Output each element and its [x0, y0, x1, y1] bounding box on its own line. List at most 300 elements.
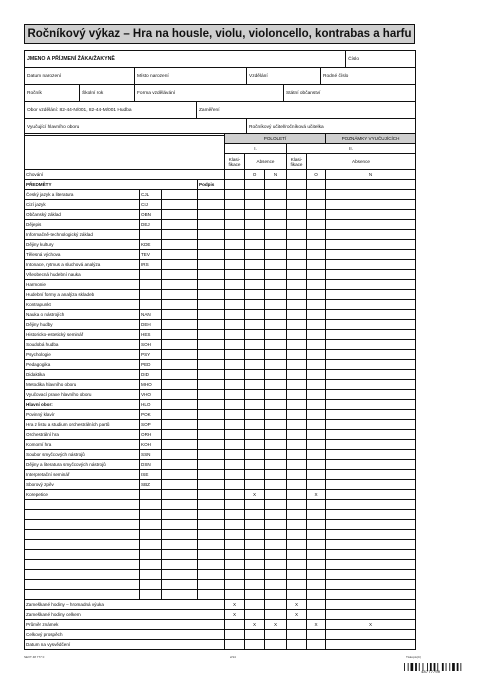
grade-cell[interactable] — [245, 230, 265, 240]
grade-cell[interactable] — [225, 510, 245, 520]
grade-cell[interactable] — [307, 560, 326, 570]
signature-cell[interactable] — [162, 270, 198, 280]
grade-cell[interactable] — [245, 210, 265, 220]
grade-cell[interactable] — [245, 470, 265, 480]
grade-cell[interactable] — [245, 480, 265, 490]
grade-cell[interactable] — [326, 390, 416, 400]
grade-cell[interactable] — [326, 450, 416, 460]
grade-cell[interactable] — [225, 390, 245, 400]
grade-cell[interactable] — [307, 340, 326, 350]
grade-cell[interactable] — [265, 420, 287, 430]
grade-cell[interactable] — [225, 300, 245, 310]
grade-cell[interactable] — [245, 380, 265, 390]
grade-cell[interactable] — [287, 230, 307, 240]
grade-cell[interactable] — [326, 490, 416, 500]
grade-cell[interactable] — [287, 580, 307, 590]
grade-cell[interactable] — [225, 340, 245, 350]
grade-cell[interactable] — [245, 240, 265, 250]
grade-cell[interactable] — [287, 280, 307, 290]
signature-cell[interactable] — [162, 190, 198, 200]
grade-cell[interactable] — [287, 300, 307, 310]
empty-subject-cell[interactable] — [25, 590, 140, 600]
grade-cell[interactable] — [225, 370, 245, 380]
empty-code-cell[interactable] — [140, 540, 162, 550]
signature-cell[interactable] — [162, 340, 198, 350]
grade-cell[interactable] — [265, 190, 287, 200]
grade-cell[interactable] — [198, 350, 225, 360]
grade-cell[interactable] — [287, 410, 307, 420]
student-number-field[interactable]: Číslo — [346, 51, 416, 68]
grade-cell[interactable] — [287, 450, 307, 460]
grade-cell[interactable] — [265, 260, 287, 270]
grade-cell[interactable] — [265, 640, 287, 650]
grade-cell[interactable] — [245, 550, 265, 560]
empty-subject-cell[interactable] — [25, 550, 140, 560]
signature-cell[interactable] — [162, 540, 198, 550]
signature-cell[interactable] — [162, 290, 198, 300]
grade-cell[interactable] — [225, 480, 245, 490]
empty-subject-cell[interactable] — [25, 570, 140, 580]
grade-cell[interactable] — [198, 370, 225, 380]
signature-cell[interactable] — [162, 310, 198, 320]
grade-cell[interactable] — [198, 210, 225, 220]
grade-field[interactable]: Ročník — [25, 85, 80, 102]
birth-date-field[interactable]: Datum narození — [25, 68, 135, 85]
grade-cell[interactable] — [225, 360, 245, 370]
grade-cell[interactable] — [198, 290, 225, 300]
citizenship-field[interactable]: Státní občanství — [284, 85, 416, 102]
signature-cell[interactable] — [162, 400, 198, 410]
grade-cell[interactable] — [326, 500, 416, 510]
grade-cell[interactable] — [245, 530, 265, 540]
grade-cell[interactable] — [225, 640, 245, 650]
grade-cell[interactable] — [287, 590, 307, 600]
grade-cell[interactable] — [307, 360, 326, 370]
grade-cell[interactable] — [326, 250, 416, 260]
grade-cell[interactable] — [225, 560, 245, 570]
grade-cell[interactable] — [265, 310, 287, 320]
grade-cell[interactable] — [198, 360, 225, 370]
education-field[interactable]: Vzdělání — [247, 68, 321, 85]
grade-cell[interactable] — [198, 300, 225, 310]
grade-cell[interactable] — [245, 400, 265, 410]
grade-cell[interactable] — [287, 170, 307, 180]
grade-cell[interactable] — [326, 210, 416, 220]
grade-cell[interactable] — [245, 390, 265, 400]
grade-cell[interactable] — [307, 280, 326, 290]
grade-cell[interactable] — [307, 250, 326, 260]
grade-cell[interactable] — [198, 240, 225, 250]
grade-cell[interactable] — [307, 600, 326, 610]
grade-cell[interactable] — [265, 380, 287, 390]
grade-cell[interactable] — [287, 220, 307, 230]
signature-cell[interactable] — [162, 320, 198, 330]
grade-cell[interactable] — [245, 260, 265, 270]
grade-cell[interactable] — [307, 540, 326, 550]
grade-cell[interactable] — [326, 530, 416, 540]
grade-cell[interactable] — [287, 380, 307, 390]
grade-cell[interactable] — [198, 400, 225, 410]
grade-cell[interactable] — [307, 520, 326, 530]
empty-code-cell[interactable] — [140, 520, 162, 530]
grade-cell[interactable] — [326, 290, 416, 300]
grade-cell[interactable] — [245, 190, 265, 200]
grade-cell[interactable] — [287, 250, 307, 260]
grade-cell[interactable] — [287, 320, 307, 330]
grade-cell[interactable] — [265, 580, 287, 590]
grade-cell[interactable] — [225, 500, 245, 510]
grade-cell[interactable] — [245, 440, 265, 450]
grade-cell[interactable] — [326, 370, 416, 380]
signature-cell[interactable] — [162, 470, 198, 480]
grade-cell[interactable] — [287, 330, 307, 340]
grade-cell[interactable] — [245, 350, 265, 360]
grade-cell[interactable] — [198, 590, 225, 600]
grade-cell[interactable] — [287, 420, 307, 430]
signature-cell[interactable] — [162, 370, 198, 380]
grade-cell[interactable] — [326, 590, 416, 600]
grade-cell[interactable] — [326, 420, 416, 430]
grade-cell[interactable] — [265, 450, 287, 460]
grade-cell[interactable] — [265, 570, 287, 580]
grade-cell[interactable] — [245, 270, 265, 280]
grade-cell[interactable] — [326, 410, 416, 420]
grade-cell[interactable] — [265, 540, 287, 550]
grade-cell[interactable] — [265, 560, 287, 570]
grade-cell[interactable] — [245, 610, 265, 620]
grade-cell[interactable] — [245, 570, 265, 580]
grade-cell[interactable] — [307, 440, 326, 450]
grade-cell[interactable] — [198, 200, 225, 210]
empty-code-cell[interactable] — [140, 590, 162, 600]
grade-cell[interactable] — [225, 310, 245, 320]
grade-cell[interactable] — [287, 350, 307, 360]
grade-cell[interactable] — [287, 620, 307, 630]
grade-cell[interactable] — [265, 360, 287, 370]
grade-cell[interactable] — [326, 600, 416, 610]
grade-cell[interactable] — [307, 190, 326, 200]
grade-cell[interactable] — [307, 320, 326, 330]
grade-cell[interactable] — [245, 460, 265, 470]
grade-cell[interactable] — [245, 540, 265, 550]
grade-cell[interactable] — [245, 600, 265, 610]
grade-cell[interactable] — [198, 440, 225, 450]
grade-cell[interactable] — [326, 350, 416, 360]
grade-cell[interactable] — [245, 590, 265, 600]
grade-cell[interactable] — [265, 220, 287, 230]
birth-place-field[interactable]: Místo narození — [135, 68, 247, 85]
grade-cell[interactable] — [245, 520, 265, 530]
grade-cell[interactable] — [326, 540, 416, 550]
grade-cell[interactable] — [326, 550, 416, 560]
grade-cell[interactable] — [307, 200, 326, 210]
grade-cell[interactable] — [225, 200, 245, 210]
empty-subject-cell[interactable] — [25, 560, 140, 570]
grade-cell[interactable] — [287, 570, 307, 580]
grade-cell[interactable] — [265, 340, 287, 350]
signature-cell[interactable] — [162, 300, 198, 310]
signature-cell[interactable] — [162, 490, 198, 500]
grade-cell[interactable] — [326, 380, 416, 390]
grade-cell[interactable] — [307, 530, 326, 540]
grade-cell[interactable] — [326, 360, 416, 370]
empty-code-cell[interactable] — [140, 550, 162, 560]
grade-cell[interactable] — [225, 620, 245, 630]
grade-cell[interactable] — [265, 520, 287, 530]
signature-cell[interactable] — [162, 200, 198, 210]
empty-code-cell[interactable] — [140, 570, 162, 580]
grade-cell[interactable] — [265, 470, 287, 480]
grade-cell[interactable] — [225, 210, 245, 220]
grade-cell[interactable] — [198, 280, 225, 290]
grade-cell[interactable] — [326, 330, 416, 340]
grade-cell[interactable] — [326, 470, 416, 480]
grade-cell[interactable] — [307, 640, 326, 650]
grade-cell[interactable] — [287, 240, 307, 250]
empty-subject-cell[interactable] — [25, 530, 140, 540]
grade-cell[interactable] — [265, 240, 287, 250]
grade-cell[interactable] — [326, 560, 416, 570]
grade-cell[interactable] — [265, 270, 287, 280]
grade-cell[interactable] — [225, 180, 245, 190]
grade-cell[interactable] — [245, 330, 265, 340]
grade-cell[interactable] — [307, 380, 326, 390]
grade-cell[interactable] — [307, 180, 326, 190]
grade-cell[interactable] — [307, 370, 326, 380]
signature-cell[interactable] — [162, 360, 198, 370]
grade-cell[interactable] — [265, 440, 287, 450]
grade-cell[interactable] — [326, 200, 416, 210]
grade-cell[interactable] — [326, 400, 416, 410]
grade-cell[interactable] — [225, 550, 245, 560]
grade-cell[interactable] — [198, 220, 225, 230]
empty-subject-cell[interactable] — [25, 500, 140, 510]
grade-cell[interactable] — [307, 400, 326, 410]
grade-cell[interactable] — [326, 460, 416, 470]
grade-cell[interactable] — [307, 270, 326, 280]
grade-cell[interactable] — [198, 470, 225, 480]
grade-cell[interactable] — [265, 330, 287, 340]
empty-subject-cell[interactable] — [25, 510, 140, 520]
grade-cell[interactable] — [198, 270, 225, 280]
grade-cell[interactable] — [287, 310, 307, 320]
grade-cell[interactable] — [307, 310, 326, 320]
grade-cell[interactable] — [307, 350, 326, 360]
grade-cell[interactable] — [245, 300, 265, 310]
grade-cell[interactable] — [225, 220, 245, 230]
grade-cell[interactable] — [287, 190, 307, 200]
grade-cell[interactable] — [198, 330, 225, 340]
grade-cell[interactable] — [307, 470, 326, 480]
grade-cell[interactable] — [307, 420, 326, 430]
grade-cell[interactable] — [225, 410, 245, 420]
grade-cell[interactable] — [307, 460, 326, 470]
grade-cell[interactable] — [326, 240, 416, 250]
grade-cell[interactable] — [265, 530, 287, 540]
signature-cell[interactable] — [162, 380, 198, 390]
grade-cell[interactable] — [265, 550, 287, 560]
grade-cell[interactable] — [326, 230, 416, 240]
grade-cell[interactable] — [287, 270, 307, 280]
school-year-field[interactable]: Školní rok — [80, 85, 135, 102]
grade-cell[interactable] — [245, 420, 265, 430]
empty-subject-cell[interactable] — [25, 540, 140, 550]
grade-cell[interactable] — [225, 440, 245, 450]
signature-cell[interactable] — [162, 510, 198, 520]
grade-cell[interactable] — [265, 390, 287, 400]
grade-cell[interactable] — [326, 340, 416, 350]
grade-cell[interactable] — [265, 490, 287, 500]
grade-cell[interactable] — [198, 510, 225, 520]
grade-cell[interactable] — [225, 230, 245, 240]
grade-cell[interactable] — [198, 320, 225, 330]
grade-cell[interactable] — [307, 330, 326, 340]
grade-cell[interactable] — [225, 460, 245, 470]
grade-cell[interactable] — [198, 530, 225, 540]
grade-cell[interactable] — [198, 430, 225, 440]
signature-cell[interactable] — [162, 410, 198, 420]
grade-cell[interactable] — [265, 510, 287, 520]
grade-cell[interactable] — [287, 290, 307, 300]
grade-cell[interactable] — [198, 520, 225, 530]
grade-cell[interactable] — [287, 560, 307, 570]
grade-cell[interactable] — [245, 280, 265, 290]
grade-cell[interactable] — [198, 500, 225, 510]
grade-cell[interactable] — [225, 530, 245, 540]
grade-cell[interactable] — [307, 610, 326, 620]
grade-cell[interactable] — [198, 190, 225, 200]
empty-code-cell[interactable] — [140, 580, 162, 590]
birth-number-field[interactable]: Rodné číslo — [321, 68, 416, 85]
grade-cell[interactable] — [198, 380, 225, 390]
grade-cell[interactable] — [326, 270, 416, 280]
grade-cell[interactable] — [225, 570, 245, 580]
signature-cell[interactable] — [162, 430, 198, 440]
signature-cell[interactable] — [162, 590, 198, 600]
grade-cell[interactable] — [198, 450, 225, 460]
grade-cell[interactable] — [326, 570, 416, 580]
grade-cell[interactable] — [198, 310, 225, 320]
grade-cell[interactable] — [225, 430, 245, 440]
grade-cell[interactable] — [225, 280, 245, 290]
grade-cell[interactable] — [245, 320, 265, 330]
grade-cell[interactable] — [265, 280, 287, 290]
signature-cell[interactable] — [162, 350, 198, 360]
grade-cell[interactable] — [307, 580, 326, 590]
grade-cell[interactable] — [225, 380, 245, 390]
grade-cell[interactable] — [225, 170, 245, 180]
grade-cell[interactable] — [326, 480, 416, 490]
grade-cell[interactable] — [287, 390, 307, 400]
grade-cell[interactable] — [265, 290, 287, 300]
grade-cell[interactable] — [307, 300, 326, 310]
signature-cell[interactable] — [162, 560, 198, 570]
grade-cell[interactable] — [245, 410, 265, 420]
grade-cell[interactable] — [225, 240, 245, 250]
focus-field[interactable]: Zaměření — [197, 102, 416, 119]
signature-cell[interactable] — [162, 280, 198, 290]
grade-cell[interactable] — [225, 330, 245, 340]
grade-cell[interactable] — [265, 410, 287, 420]
signature-cell[interactable] — [162, 460, 198, 470]
empty-code-cell[interactable] — [140, 560, 162, 570]
grade-cell[interactable] — [307, 570, 326, 580]
grade-cell[interactable] — [198, 420, 225, 430]
grade-cell[interactable] — [307, 480, 326, 490]
grade-cell[interactable] — [198, 550, 225, 560]
empty-code-cell[interactable] — [140, 510, 162, 520]
study-form-field[interactable]: Forma vzdělávání — [135, 85, 284, 102]
grade-cell[interactable] — [245, 180, 265, 190]
grade-cell[interactable] — [326, 520, 416, 530]
grade-cell[interactable] — [225, 630, 245, 640]
grade-cell[interactable] — [245, 430, 265, 440]
grade-cell[interactable] — [307, 260, 326, 270]
grade-cell[interactable] — [307, 220, 326, 230]
grade-cell[interactable] — [326, 180, 416, 190]
grade-cell[interactable] — [326, 280, 416, 290]
signature-cell[interactable] — [162, 390, 198, 400]
signature-cell[interactable] — [162, 530, 198, 540]
grade-cell[interactable] — [307, 450, 326, 460]
grade-cell[interactable] — [245, 220, 265, 230]
grade-cell[interactable] — [198, 540, 225, 550]
grade-cell[interactable] — [307, 630, 326, 640]
grade-cell[interactable] — [245, 580, 265, 590]
grade-cell[interactable] — [225, 540, 245, 550]
grade-cell[interactable] — [326, 260, 416, 270]
grade-cell[interactable] — [225, 590, 245, 600]
grade-cell[interactable] — [307, 590, 326, 600]
grade-cell[interactable] — [198, 560, 225, 570]
grade-cell[interactable] — [326, 640, 416, 650]
grade-cell[interactable] — [225, 420, 245, 430]
grade-cell[interactable] — [326, 430, 416, 440]
grade-cell[interactable] — [225, 190, 245, 200]
grade-cell[interactable] — [287, 440, 307, 450]
grade-cell[interactable] — [265, 480, 287, 490]
signature-cell[interactable] — [162, 450, 198, 460]
grade-cell[interactable] — [307, 500, 326, 510]
grade-cell[interactable] — [225, 580, 245, 590]
grade-cell[interactable] — [287, 550, 307, 560]
grade-cell[interactable] — [198, 490, 225, 500]
grade-cell[interactable] — [225, 520, 245, 530]
grade-cell[interactable] — [287, 520, 307, 530]
signature-cell[interactable] — [162, 500, 198, 510]
grade-cell[interactable] — [326, 610, 416, 620]
grade-cell[interactable] — [265, 400, 287, 410]
student-name-field[interactable]: JMENO A PŘÍJMENÍ ŽÁKA/ŽAKYNĚ — [25, 51, 346, 68]
grade-cell[interactable] — [287, 210, 307, 220]
grade-cell[interactable] — [326, 220, 416, 230]
signature-cell[interactable] — [162, 520, 198, 530]
grade-cell[interactable] — [287, 500, 307, 510]
signature-cell[interactable] — [162, 580, 198, 590]
grade-cell[interactable] — [225, 450, 245, 460]
grade-cell[interactable] — [245, 510, 265, 520]
grade-cell[interactable] — [265, 430, 287, 440]
grade-cell[interactable] — [326, 630, 416, 640]
grade-cell[interactable] — [198, 340, 225, 350]
grade-cell[interactable] — [287, 460, 307, 470]
grade-cell[interactable] — [326, 190, 416, 200]
grade-cell[interactable] — [287, 640, 307, 650]
grade-cell[interactable] — [307, 210, 326, 220]
grade-cell[interactable] — [287, 180, 307, 190]
empty-code-cell[interactable] — [140, 530, 162, 540]
grade-cell[interactable] — [307, 290, 326, 300]
